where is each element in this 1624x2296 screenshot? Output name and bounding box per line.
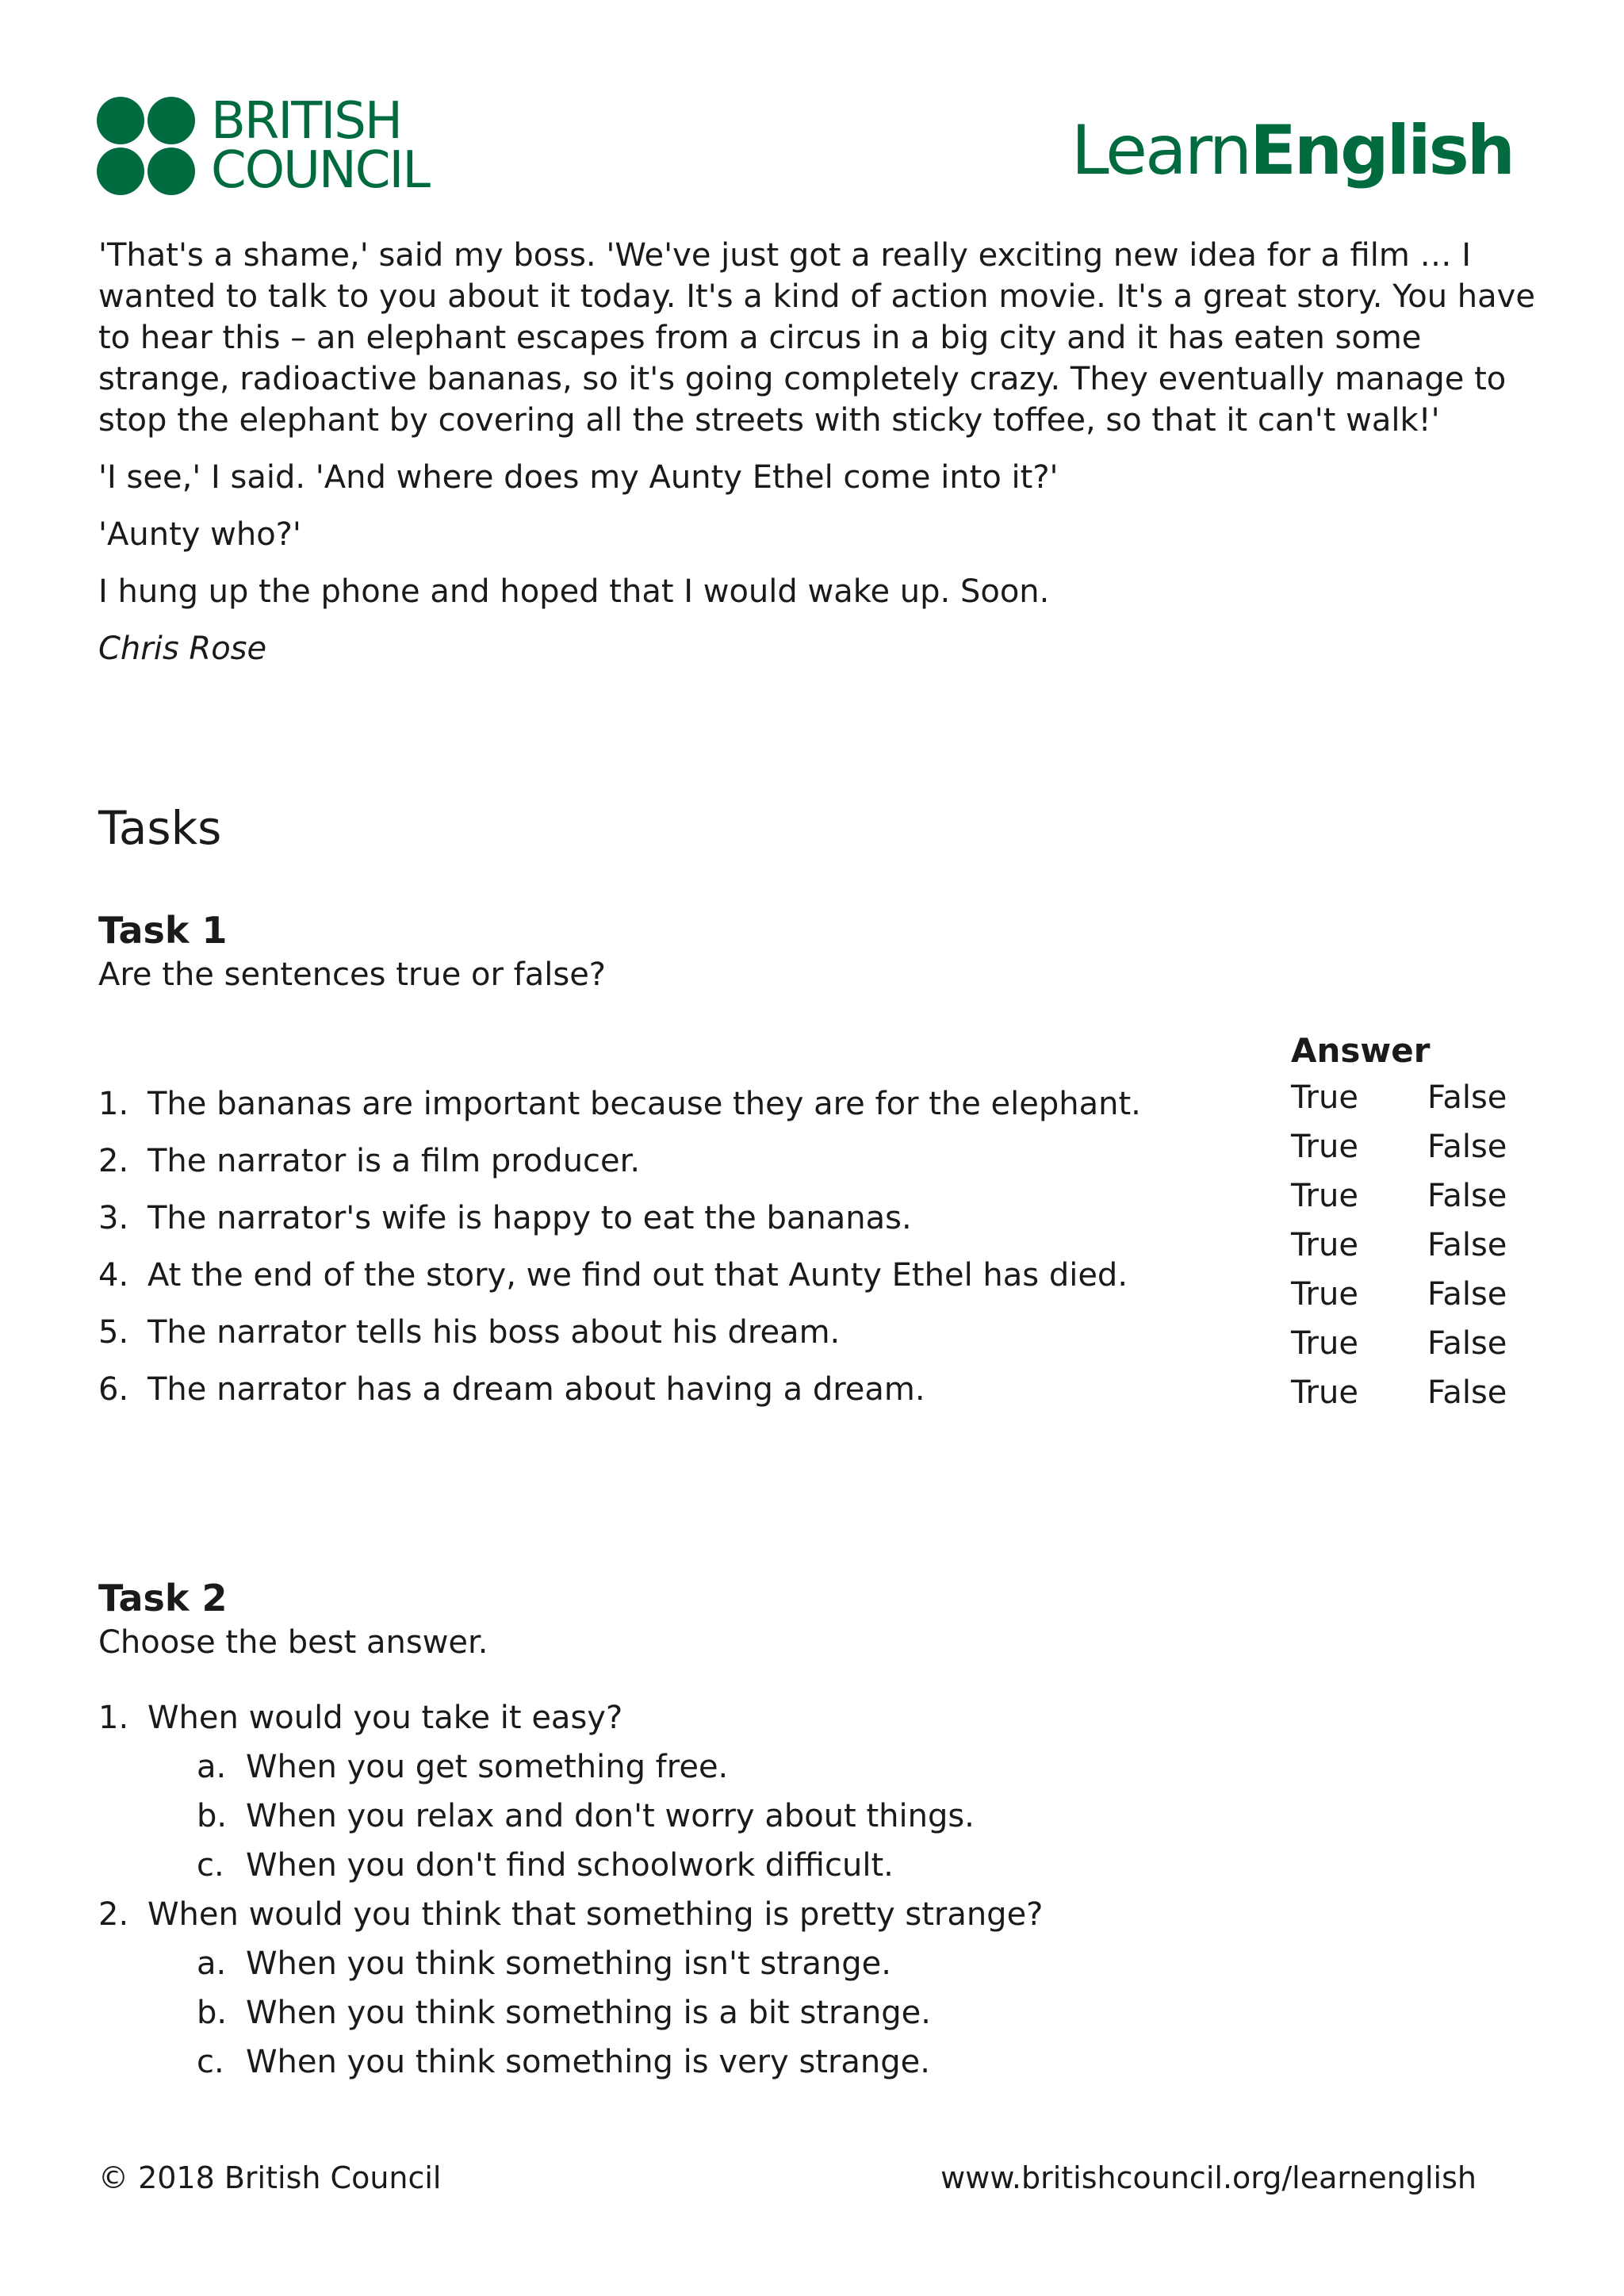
answer-option[interactable]: c. When you think something is very strange.	[197, 2044, 930, 2080]
learnenglish-logo	[1071, 111, 1513, 190]
british-council-logo	[97, 92, 446, 200]
british-council-dots-icon	[97, 97, 197, 197]
story-paragraph-1: 'That's a shame,' said my boss. 'We've just got a really exciting new idea for a film … I wanted to talk to you about it today. It's a kind of action movie. It's a great story. You have to hear this – an elephant escapes from a circus in a big city and it has eaten some strange, radioactive bananas, so it's going completely crazy. They eventually manage to stop the elephant by covering all the streets with sticky toffee, so that it can't walk!'	[98, 237, 1535, 439]
true-false-row	[1291, 1077, 1507, 1126]
answer-option[interactable]: a. When you think something isn't strange.	[197, 1945, 891, 1982]
story-paragraph-2: 'I see,' I said. 'And where does my Aunty Ethel come into it?'	[98, 459, 1059, 496]
true-false-row	[1291, 1126, 1507, 1175]
story-author: Chris Rose	[98, 631, 267, 667]
question-row: 1. When would you take it easy?	[98, 1700, 623, 1736]
footer-copyright: © 2018 British Council	[98, 2160, 442, 2195]
story-paragraph-4: I hung up the phone and hoped that I would wake up. Soon.	[98, 573, 1050, 610]
true-false-row	[1291, 1274, 1507, 1323]
task-2-title: Task 2	[98, 1577, 228, 1619]
answer-option[interactable]: b. When you relax and don't worry about things.	[197, 1798, 975, 1834]
answer-option[interactable]: a. When you get something free.	[197, 1749, 729, 1785]
true-option[interactable]: True	[1291, 1276, 1358, 1313]
answer-header: Answer	[1291, 1031, 1431, 1070]
statement-row: 4. At the end of the story, we find out that Aunty Ethel has died.	[98, 1257, 1128, 1294]
task-2-instruction: Choose the best answer.	[98, 1624, 488, 1661]
true-false-row	[1291, 1225, 1507, 1274]
story-paragraph-3: 'Aunty who?'	[98, 516, 301, 553]
footer-url[interactable]: www.britishcouncil.org/learnenglish	[940, 2160, 1477, 2195]
task-2-questions	[98, 1697, 1043, 2091]
task-1-statements	[98, 1083, 1141, 1426]
british-council-wordmark: BRITISH COUNCIL	[211, 92, 429, 200]
false-option[interactable]: False	[1427, 1325, 1507, 1362]
statement-row: 1. The bananas are important because they are for the elephant.	[98, 1086, 1141, 1122]
statement-row: 6. The narrator has a dream about having a dream.	[98, 1371, 925, 1408]
tasks-heading: Tasks	[98, 801, 222, 855]
true-option[interactable]: True	[1291, 1129, 1358, 1165]
true-false-row	[1291, 1372, 1507, 1421]
answer-option[interactable]: b. When you think something is a bit strange.	[197, 1995, 932, 2031]
true-false-row	[1291, 1175, 1507, 1225]
true-option[interactable]: True	[1291, 1178, 1358, 1214]
logo-english: English	[1250, 111, 1513, 190]
statement-row: 2. The narrator is a film producer.	[98, 1143, 641, 1179]
true-option[interactable]: True	[1291, 1374, 1358, 1411]
statement-row: 5. The narrator tells his boss about his dream.	[98, 1314, 841, 1351]
logo-learn: Learn	[1071, 111, 1251, 190]
false-option[interactable]: False	[1427, 1129, 1507, 1165]
statement-row: 3. The narrator's wife is happy to eat the bananas.	[98, 1200, 912, 1236]
task-1-title: Task 1	[98, 909, 228, 952]
true-false-row	[1291, 1323, 1507, 1372]
false-option[interactable]: False	[1427, 1079, 1507, 1116]
true-option[interactable]: True	[1291, 1227, 1358, 1263]
true-false-options	[1291, 1077, 1507, 1421]
true-option[interactable]: True	[1291, 1325, 1358, 1362]
answer-option[interactable]: c. When you don't find schoolwork difficult.	[197, 1847, 894, 1884]
false-option[interactable]: False	[1427, 1227, 1507, 1263]
question-row: 2. When would you think that something is pretty strange?	[98, 1896, 1044, 1933]
false-option[interactable]: False	[1427, 1276, 1507, 1313]
true-option[interactable]: True	[1291, 1079, 1358, 1116]
task-1-instruction: Are the sentences true or false?	[98, 956, 607, 993]
false-option[interactable]: False	[1427, 1178, 1507, 1214]
false-option[interactable]: False	[1427, 1374, 1507, 1411]
